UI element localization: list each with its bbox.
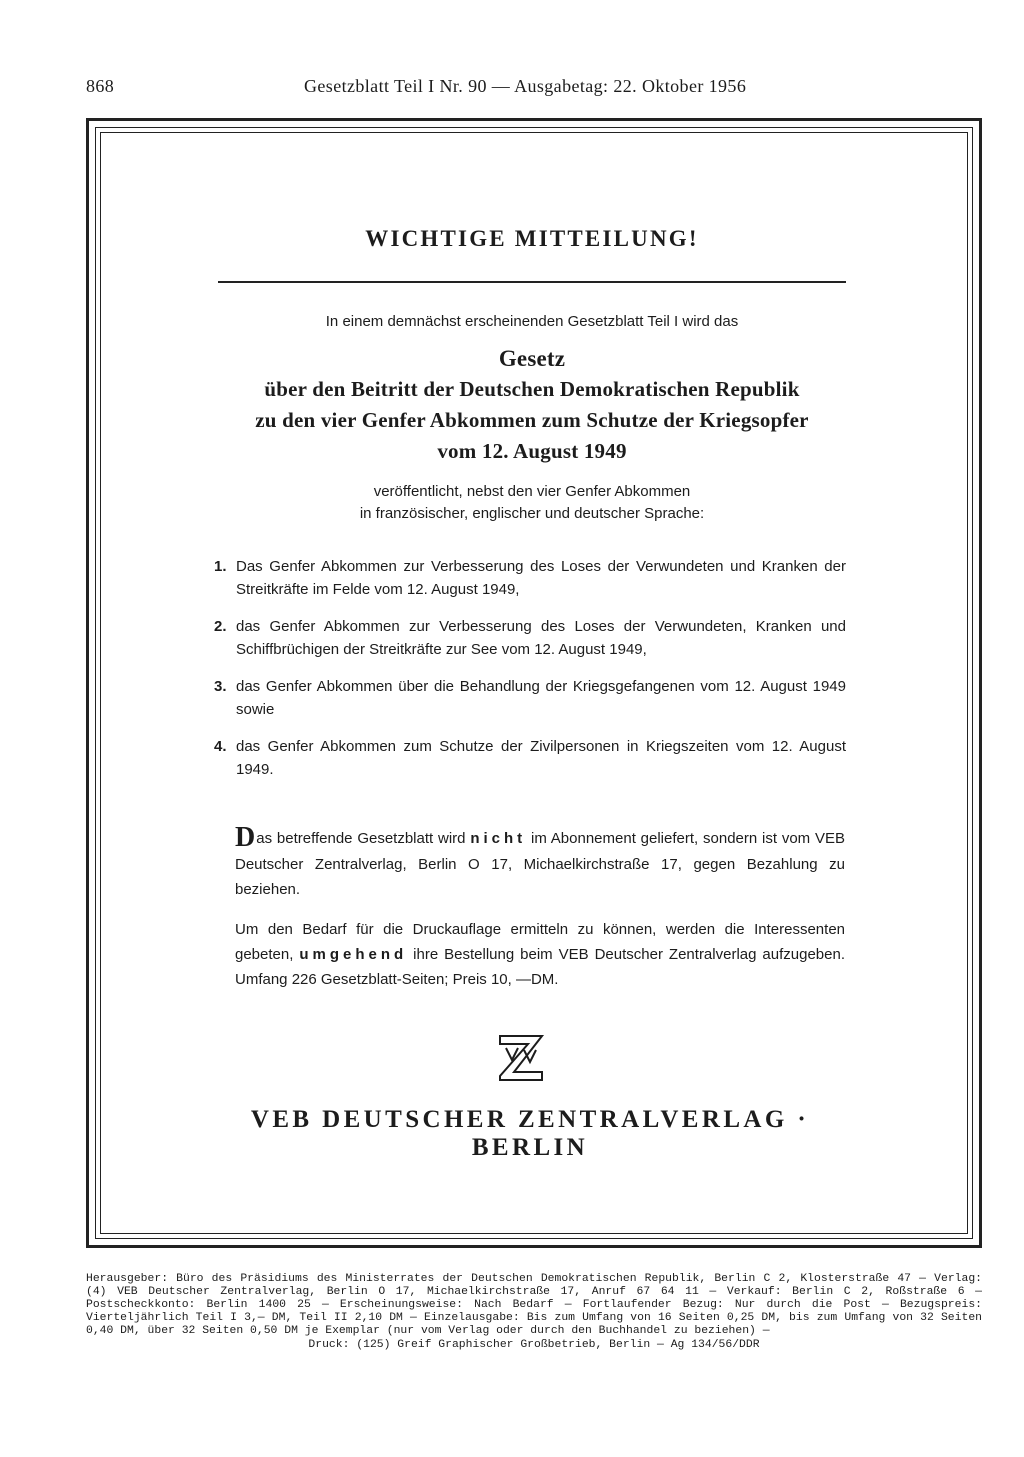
emphasis-umgehend: umgehend [299,946,408,963]
agreement-number: 4. [214,738,227,755]
law-title-line: Gesetz [498,346,566,371]
agreement-item [214,675,846,721]
agreement-list [214,555,846,795]
order-text-end: ihre Bestellung beim VEB Deutscher Zentralverlag aufzugeben. Umfang 226 Gesetzblatt-Seiten; Preis 10, —DM. [235,946,845,988]
emphasis-nicht: nicht [470,830,527,847]
order-paragraph [235,917,845,992]
delivery-paragraph [235,824,845,902]
delivery-text-end: im Abonnement geliefert, sondern ist vom VEB Deutscher Zentralverlag, Berlin O 17, Michaelkirchstraße 17, gegen Bezahlung zu beziehen. [235,830,845,898]
intro-line: In einem demnächst erscheinenden Gesetzblatt Teil I wird das [325,313,739,330]
agreement-text: das Genfer Abkommen zum Schutze der Zivilpersonen in Kriegszeiten vom 12. August 1949. [236,738,846,778]
order-text-start: Um den Bedarf für die Druckauflage ermitteln zu können, werden die Interessenten gebeten, [235,921,845,963]
law-title-line: vom 12. August 1949 [437,439,627,463]
law-title-line: zu den vier Genfer Abkommen zum Schutze der Kriegsopfer [255,408,809,432]
notice-heading: WICHTIGE MITTEILUNG! [365,226,699,251]
law-title [218,343,846,467]
agreement-text: Das Genfer Abkommen zur Verbesserung des Loses der Verwundeten und Kranken der Streitkräfte im Felde vom 12. August 1949, [236,558,846,598]
publication-note [218,481,846,525]
agreement-number: 3. [214,678,227,695]
heading-rule-divider [218,281,846,283]
gazette-issue-title: Gesetzblatt Teil I Nr. 90 — Ausgabetag: 22. Oktober 1956 [304,76,747,96]
publication-note-line: in französischer, englischer und deutscher Sprache: [359,505,705,522]
publication-note-line: veröffentlicht, nebst den vier Genfer Abkommen [373,483,691,500]
agreement-item [214,555,846,601]
agreement-item [214,615,846,661]
drop-cap-initial: D [235,822,256,853]
printer-line: Druck: (125) Greif Graphischer Großbetrieb, Berlin — Ag 134/56/DDR [308,1339,760,1351]
agreement-number: 2. [214,618,227,635]
publisher-name: VEB DEUTSCHER ZENTRALVERLAG · BERLIN [250,1106,810,1161]
agreement-text: das Genfer Abkommen über die Behandlung der Kriegsgefangenen vom 12. August 1949 sowie [236,678,846,718]
agreement-text: das Genfer Abkommen zur Verbesserung des Loses der Verwundeten, Kranken und Schiffbrüchigen der Streitkräfte zur See vom 12. August 1949, [236,618,846,658]
publisher-logo-icon [494,1032,548,1084]
page-number: 868 [86,76,115,96]
law-title-line: über den Beitritt der Deutschen Demokratischen Republik [264,377,800,401]
imprint-text: Herausgeber: Büro des Präsidiums des Ministerrates der Deutschen Demokratischen Republik, Berlin C 2, Klosterstraße 47 — Verlag: (4) VEB Deutscher Zentralverlag, Berlin O 17, Michaelkirchstraße 17, Anruf 67 64 11 — Verkauf: Berlin C 2, Roßstraße 6 — Postscheckkonto: Berlin 1400 25 — Erscheinungsweise: Nach Bedarf — Fortlaufender Bezug: Nur durch die Post — Bezugspreis: Vierteljährlich Teil I 3,— DM, Teil II 2,10 DM — Einzelausgabe: Bis zum Umfang von 16 Seiten 0,25 DM, bis zum Umfang von 32 Seiten 0,40 DM, über 32 Seiten 0,50 DM je Exemplar (nur vom Verlag oder durch den Buchhandel zu beziehen) — [86,1273,982,1337]
delivery-text-start: as betreffende Gesetzblatt wird [256,830,466,847]
running-header [86,72,982,102]
agreement-number: 1. [214,558,227,575]
agreement-item [214,735,846,781]
